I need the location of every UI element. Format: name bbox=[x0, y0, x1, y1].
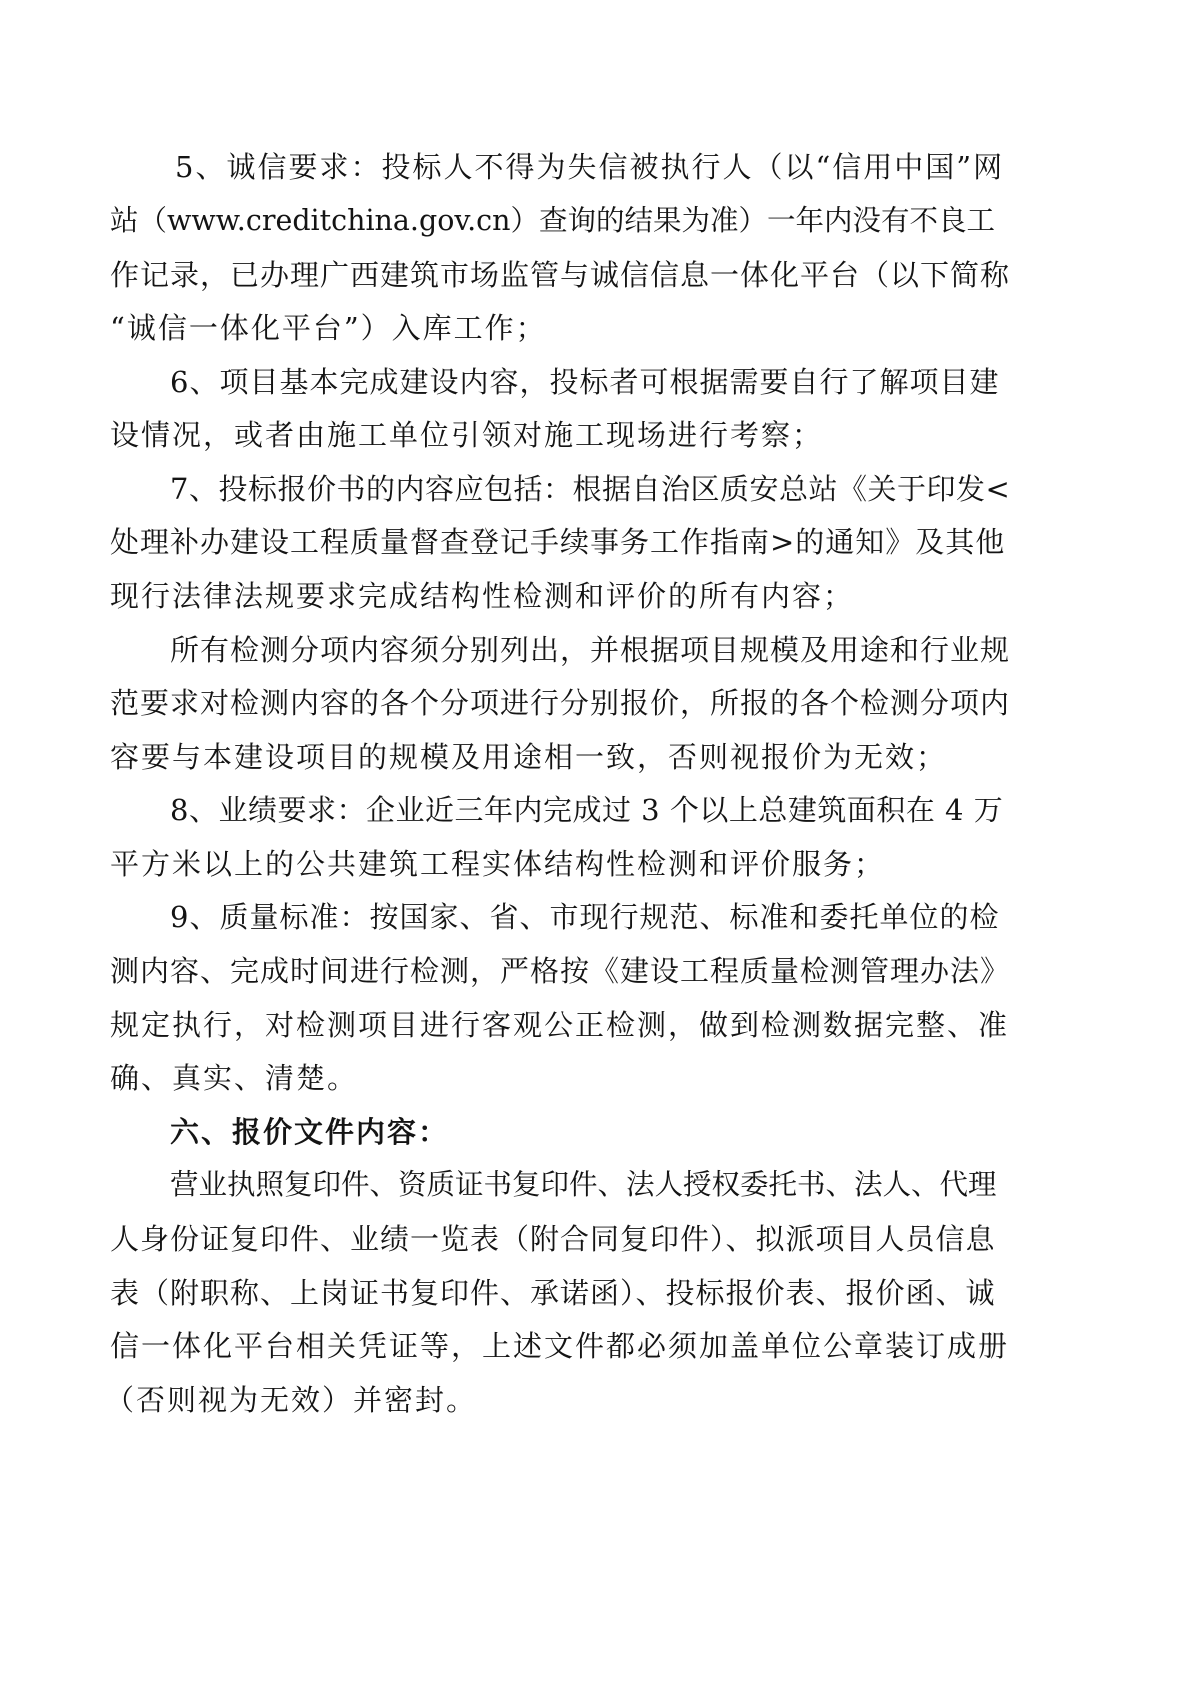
paragraph-line: 确、真实、清楚。 bbox=[110, 1061, 359, 1095]
paragraph-line: 人身份证复印件、业绩一览表（附合同复印件）、拟派项目人员信息 bbox=[110, 1222, 996, 1256]
paragraph-line: 测内容、完成时间进行检测，严格按《建设工程质量检测管理办法》 bbox=[110, 954, 1011, 988]
paragraph-line: 9、质量标准：按国家、省、市现行规范、标准和委托单位的检 bbox=[170, 900, 1000, 934]
paragraph-line: 处理补办建设工程质量督查登记手续事务工作指南>的通知》及其他 bbox=[110, 525, 1006, 559]
paragraph-line: 现行法律法规要求完成结构性检测和评价的所有内容； bbox=[110, 579, 855, 613]
paragraph-line: 站（www.creditchina.gov.cn）查询的结果为准）一年内没有不良工 bbox=[110, 204, 995, 237]
paragraph-line: 7、投标报价书的内容应包括：根据自治区质安总站《关于印发< bbox=[170, 472, 1011, 506]
paragraph-line: 6、项目基本完成建设内容，投标者可根据需要自行了解项目建 bbox=[170, 365, 1000, 399]
paragraph-line: （否则视为无效）并密封。 bbox=[105, 1383, 478, 1417]
paragraph-line: 信一体化平台相关凭证等，上述文件都必须加盖单位公章装订成册 bbox=[110, 1329, 1010, 1363]
paragraph-line: 5、诚信要求：投标人不得为失信被执行人（以“信用中国”网 bbox=[175, 150, 1005, 184]
paragraph-line: 规定执行，对检测项目进行客观公正检测，做到检测数据完整、准 bbox=[110, 1008, 1010, 1042]
section-heading: 六、报价文件内容： bbox=[170, 1115, 450, 1149]
paragraph-line: 平方米以上的公共建筑工程实体结构性检测和评价服务； bbox=[110, 847, 886, 881]
paragraph-line: 营业执照复印件、资质证书复印件、法人授权委托书、法人、代理 bbox=[170, 1168, 997, 1201]
paragraph-line: 作记录，已办理广西建筑市场监管与诚信信息一体化平台（以下简称 bbox=[110, 258, 1011, 292]
paragraph-line: 8、业绩要求：企业近三年内完成过 3 个以上总建筑面积在 4 万 bbox=[170, 793, 1004, 827]
paragraph-line: 所有检测分项内容须分别列出，并根据项目规模及用途和行业规 bbox=[170, 633, 1011, 667]
paragraph-line: “诚信一体化平台”）入库工作； bbox=[110, 311, 547, 345]
paragraph-line: 范要求对检测内容的各个分项进行分别报价，所报的各个检测分项内 bbox=[110, 686, 1011, 720]
paragraph-line: 设情况，或者由施工单位引领对施工现场进行考察； bbox=[110, 418, 824, 452]
paragraph-line: 表（附职称、上岗证书复印件、承诺函）、投标报价表、报价函、诚 bbox=[110, 1276, 996, 1310]
paragraph-line: 容要与本建设项目的规模及用途相一致，否则视报价为无效； bbox=[110, 740, 948, 774]
